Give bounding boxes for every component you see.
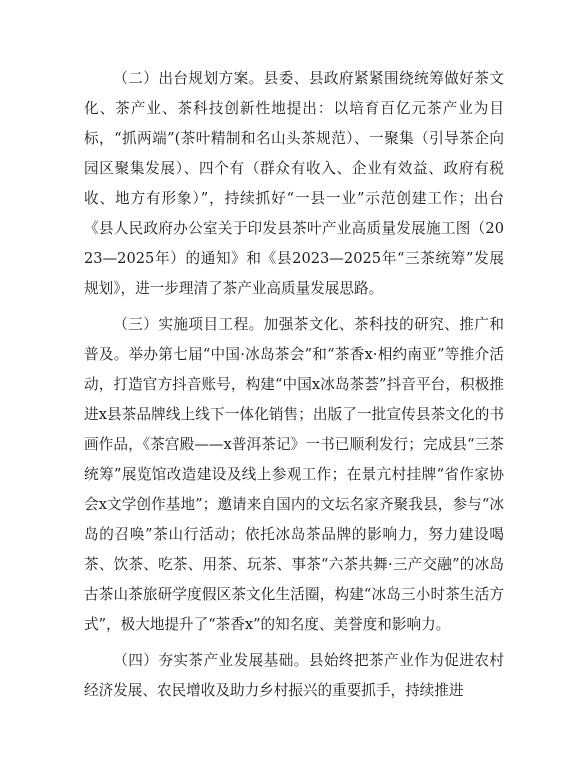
paragraph-plan-scheme: （二）出台规划方案。县委、县政府紧紧围绕统筹做好茶文化、茶产业、茶科技创新性地提出：以培育百亿元茶产业为目标，“抓两端”(茶叶精制和名山头茶规范）、一聚集（引导茶企向园区聚集发展）、四个有（群众有收入、企业有效益、政府有税收、地方有形象）”，持续抓好“一县一业”示范创建工作；出台《县人民政府办公室关于印发县茶叶产业高质量发展施工图（2023—2025年）的通知》和《县2023—2025年“三茶统筹”发展规划》，进一步理清了茶产业高质量发展思路。: [84, 70, 504, 297]
paragraph-project-implementation: （三）实施项目工程。加强茶文化、茶科技的研究、推广和普及。举办第七届“中国·冰岛茶会”和“茶香x·相约南亚”等推介活动，打造官方抖音账号，构建“中国x冰岛茶荟”抖音平台，积极推进x县茶品牌线上线下一体化销售；出版了一批宣传县茶文化的书画作品，《茶宫殿——x普洱茶记》一书已顺利发行；完成县“三茶统筹”展览馆改造建设及线上参观工作；在景亢村挂牌“省作家协会x文学创作基地”；邀请来自国内的文坛名家齐聚我县，参与“冰岛的召唤”茶山行活动；依托冰岛茶品牌的影响力，努力建设喝茶、饮茶、吃茶、用茶、玩茶、事茶“六茶共舞·三产交融”的冰岛古茶山茶旅研学度假区茶文化生活圈，构建“冰岛三小时茶生活方式”，极大地提升了“茶香x”的知名度、美誉度和影响力。: [84, 316, 504, 633]
document-body: [84, 64, 504, 706]
paragraph-industry-foundation: （四）夯实茶产业发展基础。县始终把茶产业作为促进农村经济发展、农民增收及助力乡村振兴的重要抓手，持续推进: [84, 652, 504, 699]
